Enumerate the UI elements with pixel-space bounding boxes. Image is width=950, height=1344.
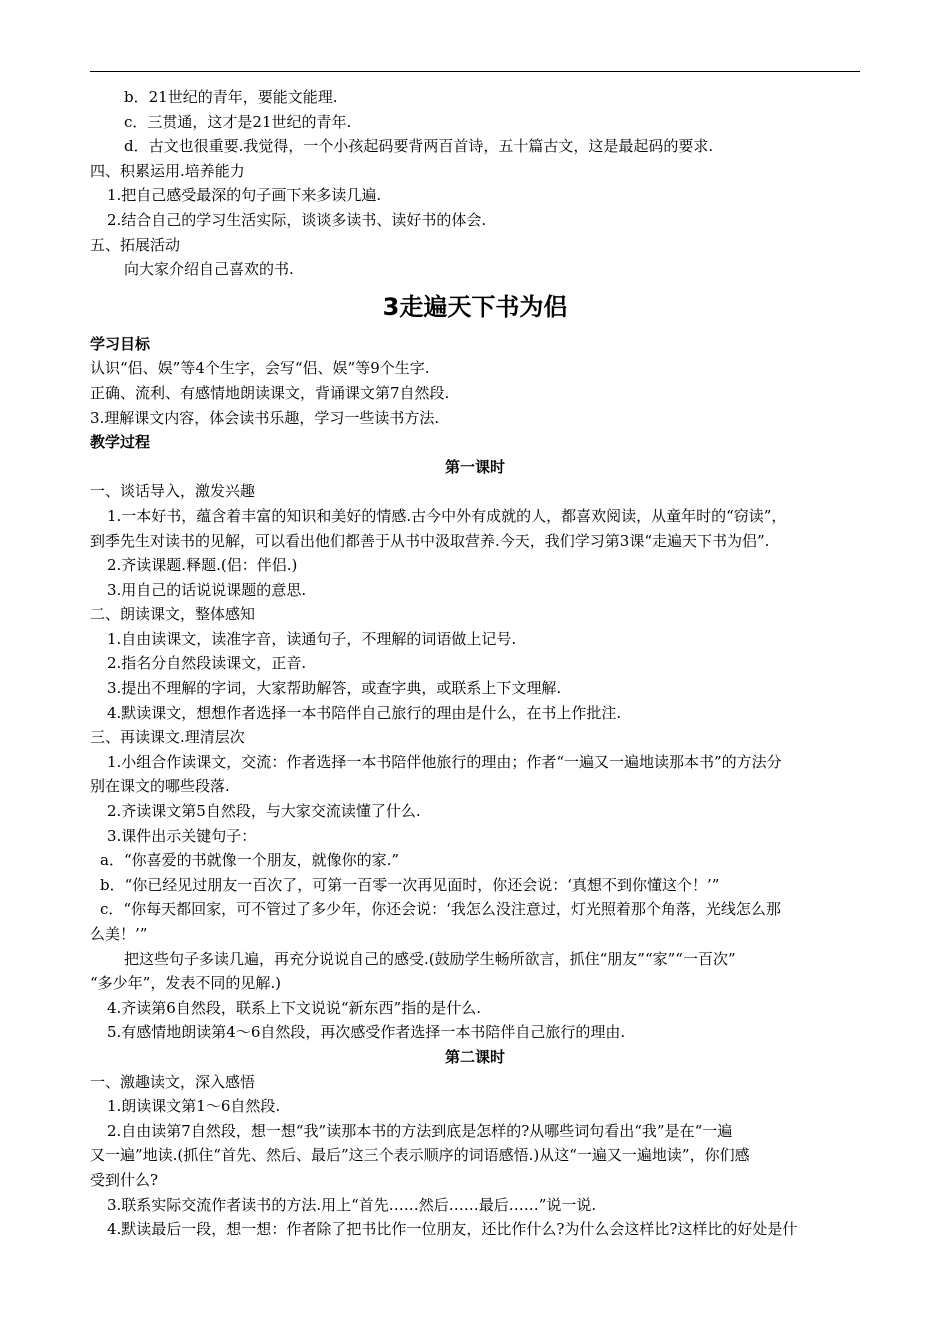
period-heading: 第一课时 [444,457,505,476]
text-line: c．三贯通，这才是21世纪的青年. [124,112,352,131]
objective-item: 正确、流利、有感情地朗读课文，背诵课文第7自然段. [90,383,450,402]
text-line: 2.齐读课题.释题.(侣：伴侣.) [107,556,298,575]
text-line: 1.一本好书，蕴含着丰富的知识和美好的情感.古今中外有成就的人，都喜欢阅读，从童年时的“窃读”， [107,506,787,525]
text-line: 1.小组合作读课文，交流：作者选择一本书陪伴他旅行的理由；作者“一遍又一遍地读那本书”的方法分 [107,752,782,771]
document-body [90,85,860,1242]
text-line: 别在课文的哪些段落. [90,777,230,796]
objective-item: 3.理解课文内容，体会读书乐趣，学习一些读书方法. [90,408,440,427]
text-line: 4.齐读第6自然段，联系上下文说说“新东西”指的是什么. [107,998,481,1017]
text-line: 4.默读最后一段，想一想：作者除了把书比作一位朋友，还比作什么?为什么会这样比?这样比的好处是什 [107,1220,798,1239]
section-heading: 四、积累运用.培养能力 [90,161,245,180]
text-line: 3.课件出示关键句子： [107,826,257,845]
text-line: 5.有感情地朗读第4～6自然段，再次感受作者选择一本书陪伴自己旅行的理由. [107,1023,626,1042]
text-line: 1.朗读课文第1～6自然段. [107,1097,281,1116]
text-line: 受到什么? [90,1170,159,1189]
lesson-title: 3走遍天下书为侣 [382,292,568,321]
section-heading: 五、拓展活动 [90,235,181,254]
text-line: 到季先生对读书的见解，可以看出他们都善于从书中汲取营养.今天，我们学习第3课“走遍天下书为侣”. [90,531,770,550]
section-heading: 二、朗读课文，整体感知 [90,605,256,624]
objectives-heading: 学习目标 [90,334,151,353]
period-heading: 第二课时 [444,1047,505,1066]
text-line: a．“你喜爱的书就像一个朋友，就像你的家.” [100,851,400,870]
objective-item: 认识“侣、娱”等4个生字，会写“侣、娱”等9个生字. [90,359,430,378]
header-rule [90,71,860,72]
text-line: b．“你已经见过朋友一百次了，可第一百零一次再见面时，你还会说：‘真想不到你懂这个！’” [100,875,720,894]
process-heading: 教学过程 [90,433,151,452]
text-line: 向大家介绍自己喜欢的书. [124,260,294,279]
text-line: 2.齐读课文第5自然段，与大家交流读懂了什么. [107,802,421,821]
text-line: 3.用自己的话说说课题的意思. [107,580,307,599]
text-line: 把这些句子多读几遍，再充分说说自己的感受.(鼓励学生畅所欲言，抓住“朋友”“家”“一百次” [124,949,736,968]
text-line: 么美！’” [90,925,148,943]
text-line: “多少年”，发表不同的见解.) [90,974,281,993]
text-line: d．古文也很重要.我觉得，一个小孩起码要背两百首诗，五十篇古文，这是最起码的要求. [124,137,714,156]
text-line: 2.结合自己的学习生活实际，谈谈多读书、读好书的体会. [107,210,487,229]
text-line: 1.把自己感受最深的句子画下来多读几遍. [107,186,382,205]
text-line: c．“你每天都回家，可不管过了多少年，你还会说：‘我怎么没注意过，灯光照着那个角落，光线怎么那 [100,900,781,919]
section-heading: 三、再读课文.理清层次 [90,728,245,747]
text-line: 4.默读课文，想想作者选择一本书陪伴自己旅行的理由是什么，在书上作批注. [107,703,622,722]
text-line: 3.提出不理解的字词，大家帮助解答，或查字典，或联系上下文理解. [107,679,562,698]
text-line: 1.自由读课文，读准字音，读通句子，不理解的词语做上记号. [107,629,517,648]
text-line: b．21世纪的青年，要能文能理. [124,88,338,106]
text-line: 2.指名分自然段读课文，正音. [107,654,307,673]
section-heading: 一、谈话导入，激发兴趣 [90,482,256,501]
text-line: 2.自由读第7自然段，想一想“我”读那本书的方法到底是怎样的?从哪些词句看出“我”是在“一遍 [107,1121,733,1140]
text-line: 又一遍”地读.(抓住“首先、然后、最后”这三个表示顺序的词语感悟.)从这“一遍又一遍地读”，你们感 [90,1146,750,1165]
text-line: 3.联系实际交流作者读书的方法.用上“首先……然后……最后……”说一说. [107,1195,597,1214]
section-heading: 一、激趣读文，深入感悟 [90,1072,256,1091]
